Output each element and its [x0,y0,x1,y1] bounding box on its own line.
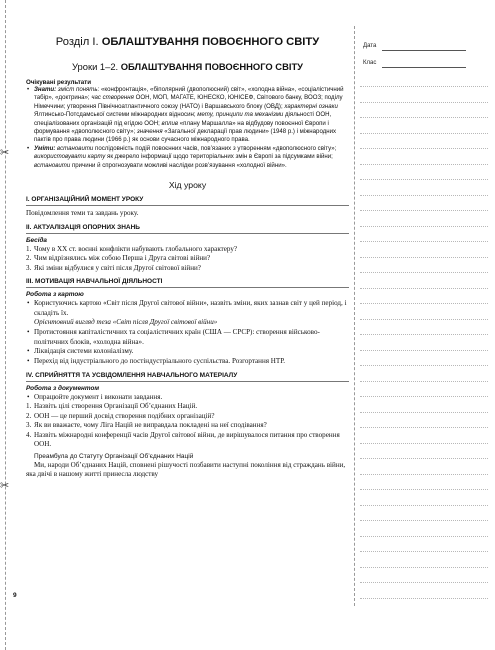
notes-writing-line[interactable] [360,567,488,568]
objective-segment: «конфронтація», «біполярний (двополюсний) світ», «холодна війна», «соціалістичний табір», «доктрина»; [34,86,344,102]
section-title: I. ОРГАНІЗАЦІЙНИЙ МОМЕНТ УРОКУ [26,196,349,206]
question-item: 3. Які зміни відбулися у світі після Другої світової війни? [26,263,201,272]
objective-segment: ООН, МОП, МАГАТЕ, ЮНЕСКО, ЮНІСЕФ, Світового банку, ВООЗ; поділу Німеччини; утворення Північноатлантичного союзу (НАТО) і Варшавського блоку (ОВД); [34,94,343,110]
scissors-icon: ✂ [0,147,10,159]
notes-writing-line[interactable] [360,365,488,366]
main-content [26,36,349,480]
objective-segment: значення [136,128,163,136]
chapter-prefix: Розділ І. [55,36,99,48]
notes-writing-line[interactable] [360,505,488,506]
question-item: 3. Як ви вважаєте, чому Ліга Націй не виправдала покладені на неї сподівання? [26,421,267,430]
objective-segment: діяльності ООН, спеціалізованих організацій під егідою ООН; [34,111,332,127]
section-perception [26,372,349,480]
question-text: Назвіть цілі створення Організації Об’єднаних Націй. [34,402,198,411]
bullet-text: Користуючись картою «Світ після Другої світової війни», назвіть зміни, яких зазнав світ у цей період, і складіть їх. [34,299,347,317]
notes-writing-line[interactable] [360,195,488,196]
objective-segment: «Загальної декларації прав людини» (1948 р.) і міжнародних пактів про права людини (1966 р.) як основи сучасного міжнародного права. [34,128,337,144]
lesson-title [26,61,349,72]
question-text: Чому в XX ст. воєнні конфлікти набувають глобального характеру? [34,244,238,253]
bullet-item: • Протистояння капіталістичних та соціалістичних країн (США — СРСР): створення військово-політичних блоків, «холодна війна». [27,328,320,346]
question-text: ООН — це перший досвід створення подібних організацій? [34,411,215,420]
class-label: Клас [363,60,377,66]
notes-writing-line[interactable] [360,489,488,490]
notes-writing-line[interactable] [360,427,488,428]
question-text: Як ви вважаєте, чому Ліга Націй не виправдала покладені на неї сподівання? [34,421,267,430]
objective-segment: використовувати карту [34,153,106,161]
bullet-note [26,318,349,328]
section-organizational [26,196,349,219]
objective-segment: Знати: [34,86,57,93]
objective-segment: як джерело інформації щодо територіальних змін в Європі за підсумками війни; [105,153,333,161]
bullet-text: Ліквідація системи колоніалізму. [34,347,134,356]
lesson-course-heading: Хід уроку [168,180,207,191]
activity-heading: Бесіда [26,236,47,244]
notes-writing-line[interactable] [360,350,488,351]
notes-writing-line[interactable] [360,582,488,583]
objective-segment: встановити [55,144,94,152]
objective-segment: Уміти: [34,144,56,152]
bullet-item: • Перехід від індустріального до постіндустріального суспільства. Розгортання НТР. [27,357,286,366]
section-title: II. АКТУАЛІЗАЦІЯ ОПОРНИХ ЗНАНЬ [26,224,349,234]
notes-writing-line[interactable] [360,164,488,165]
objective-segment: встановити [34,161,71,169]
chapter-name: ОБЛАШТУВАННЯ ПОВОЄННОГО СВІТУ [101,36,320,48]
notes-writing-line[interactable] [360,288,488,289]
bullet-item: • Ліквідація системи колоніалізму. [27,347,134,356]
page-number: 9 [13,592,17,599]
question-item: 2. Чим відрізнялись між собою Перша і Друга світові війни? [26,254,211,263]
objective-segment: час створення [91,94,134,102]
notes-writing-line[interactable] [360,241,488,242]
expected-item: • Уміти: встановити послідовність подій повоєнних часів, пов’язаних з утворенням «двополюсного світу»; використовувати карту як джерело інформації щодо територіальних змін в Європі за підсумками війни; встановити причини й спрогнозувати можливі наслідки розв’язування «холодної війни». [27,144,337,169]
bullet-item: • Опрацюйте документ і виконати завдання. [27,392,163,401]
question-item: 1. Назвіть цілі створення Організації Об’єднаних Націй. [26,402,198,411]
activity-heading: Робота з документом [26,384,100,392]
section-title: III. МОТИВАЦІЯ НАВЧАЛЬНОЇ ДІЯЛЬНОСТІ [26,278,349,288]
chapter-title [26,36,349,48]
notes-writing-line[interactable] [360,272,488,273]
bullet-text: Перехід від індустріального до постіндустріального суспільства. Розгортання НТР. [34,357,286,366]
notes-writing-line[interactable] [360,319,488,320]
notes-writing-line[interactable] [360,381,488,382]
objective-segment: Ялтинсько-Потсдамської системи міжнародних відносин; [34,111,198,119]
objective-segment: характерні ознаки [284,102,338,110]
question-item: 1. Чому в XX ст. воєнні конфлікти набувають глобального характеру? [26,244,238,253]
notes-writing-line[interactable] [360,86,488,87]
notes-writing-line[interactable] [360,257,488,258]
notes-writing-line[interactable] [360,179,488,180]
notes-writing-line[interactable] [360,396,488,397]
document-text: Ми, народи Об’єднаних Націй, сповнені рішучості позбавити наступні покоління від страждань війни, яка двічі в нашому житті принесла людству [26,460,346,479]
notes-writing-line[interactable] [360,334,488,335]
cut-line [5,0,6,650]
notes-writing-line[interactable] [360,474,488,475]
objective-segment: послідовність подій повоєнних часів, пов’язаних з утворенням «двополюсного світу»; [93,144,337,152]
objective-segment: вплив [161,119,179,127]
lesson-name: ОБЛАШТУВАННЯ ПОВОЄННОГО СВІТУ [120,61,303,72]
question-text: Чим відрізнялись між собою Перша і Друга світові війни? [34,254,211,263]
objective-segment: причини й спрогнозувати можливі наслідки розв’язування «холодної війни». [70,161,287,169]
question-item: 2. ООН — це перший досвід створення подібних організацій? [26,411,215,420]
date-field[interactable] [382,50,466,51]
document-title: Преамбула до Статуту Організації Об’єднаних Націй [34,452,194,460]
bullet-item: • Користуючись картою «Світ після Другої світової війни», назвіть зміни, яких зазнав світ у цей період, і складіть їх. [27,299,347,317]
notes-writing-line[interactable] [360,598,488,599]
notes-writing-line[interactable] [360,303,488,304]
notes-writing-line[interactable] [360,133,488,134]
expected-item-text [34,86,344,143]
notes-writing-line[interactable] [360,102,488,103]
notes-writing-line[interactable] [360,412,488,413]
expected-item: • Знати: зміст понять: «конфронтація», «біполярний (двополюсний) світ», «холодна війна», «соціалістичний табір», «доктрина»; час створення ООН, МОП, МАГАТЕ, ЮНЕСКО, ЮНІСЕФ, Світового банку, ВООЗ; поділу Німеччини; утворення Північноатлантичного союзу (НАТО) і Варшавського блоку (ОВД); характерні ознаки Ялтинсько-Потсдамської системи міжнародних відносин; мету, принципи та механізми діяльності ООН, спеціалізованих організацій під егідою ООН; вплив «плану Маршалла» на відбудову повоєнної Європи і формування «двополюсного світу»; значення «Загальної декларації прав людини» (1948 р.) і міжнародних пактів про права людини (1966 р.) як основи сучасного міжнародного права. [27,86,344,144]
section-motivation [26,278,349,366]
note-text: Орієнтовний вигляд теза «Світ після Другої світової війни» [34,318,218,327]
notes-writing-line[interactable] [360,443,488,444]
question-text: Назвіть міжнародні конференції часів Другої світової війни, де вирішувалося питання про створення ООН. [34,430,340,449]
notes-writing-line[interactable] [360,210,488,211]
objective-segment: мету, принципи та механізми [197,111,284,119]
notes-writing-line[interactable] [360,226,488,227]
bullet-text: Протистояння капіталістичних та соціалістичних країн (США — СРСР): створення військово-політичних блоків, «холодна війна». [34,328,320,346]
section-title: IV. СПРИЙНЯТТЯ ТА УСВІДОМЛЕННЯ НАВЧАЛЬНОГО МАТЕРІАЛУ [26,372,349,382]
question-text: Які зміни відбулися у світі після Другої світової війни? [34,263,201,272]
notes-writing-line[interactable] [360,117,488,118]
notes-writing-line[interactable] [360,536,488,537]
section-text: Повідомлення теми та завдань уроку. [26,209,139,218]
date-label: Дата [363,43,377,49]
notes-writing-line[interactable] [360,551,488,552]
notes-column-separator [354,26,355,606]
objective-segment: «плану Маршалла» на відбудову повоєнної Європи і формування «двополюсного світу»; [34,119,329,136]
notes-writing-line[interactable] [360,148,488,149]
objective-segment: зміст понять: [56,86,100,93]
section-actualization [26,224,349,274]
expected-item-text [34,145,336,169]
scissors-icon: ✂ [0,480,10,492]
bullet-text: Опрацюйте документ і виконати завдання. [34,392,163,401]
notes-writing-line[interactable] [360,520,488,521]
lesson-prefix: Уроки 1–2. [72,61,119,72]
expected-results-heading: Очікувані результати [26,79,91,86]
activity-heading: Робота з картою [26,291,84,299]
class-field[interactable] [382,67,466,68]
notes-writing-line[interactable] [360,458,488,459]
question-item: 4. Назвіть міжнародні конференції часів Другої світової війни, де вирішувалося питання про створення ООН. [26,430,340,449]
